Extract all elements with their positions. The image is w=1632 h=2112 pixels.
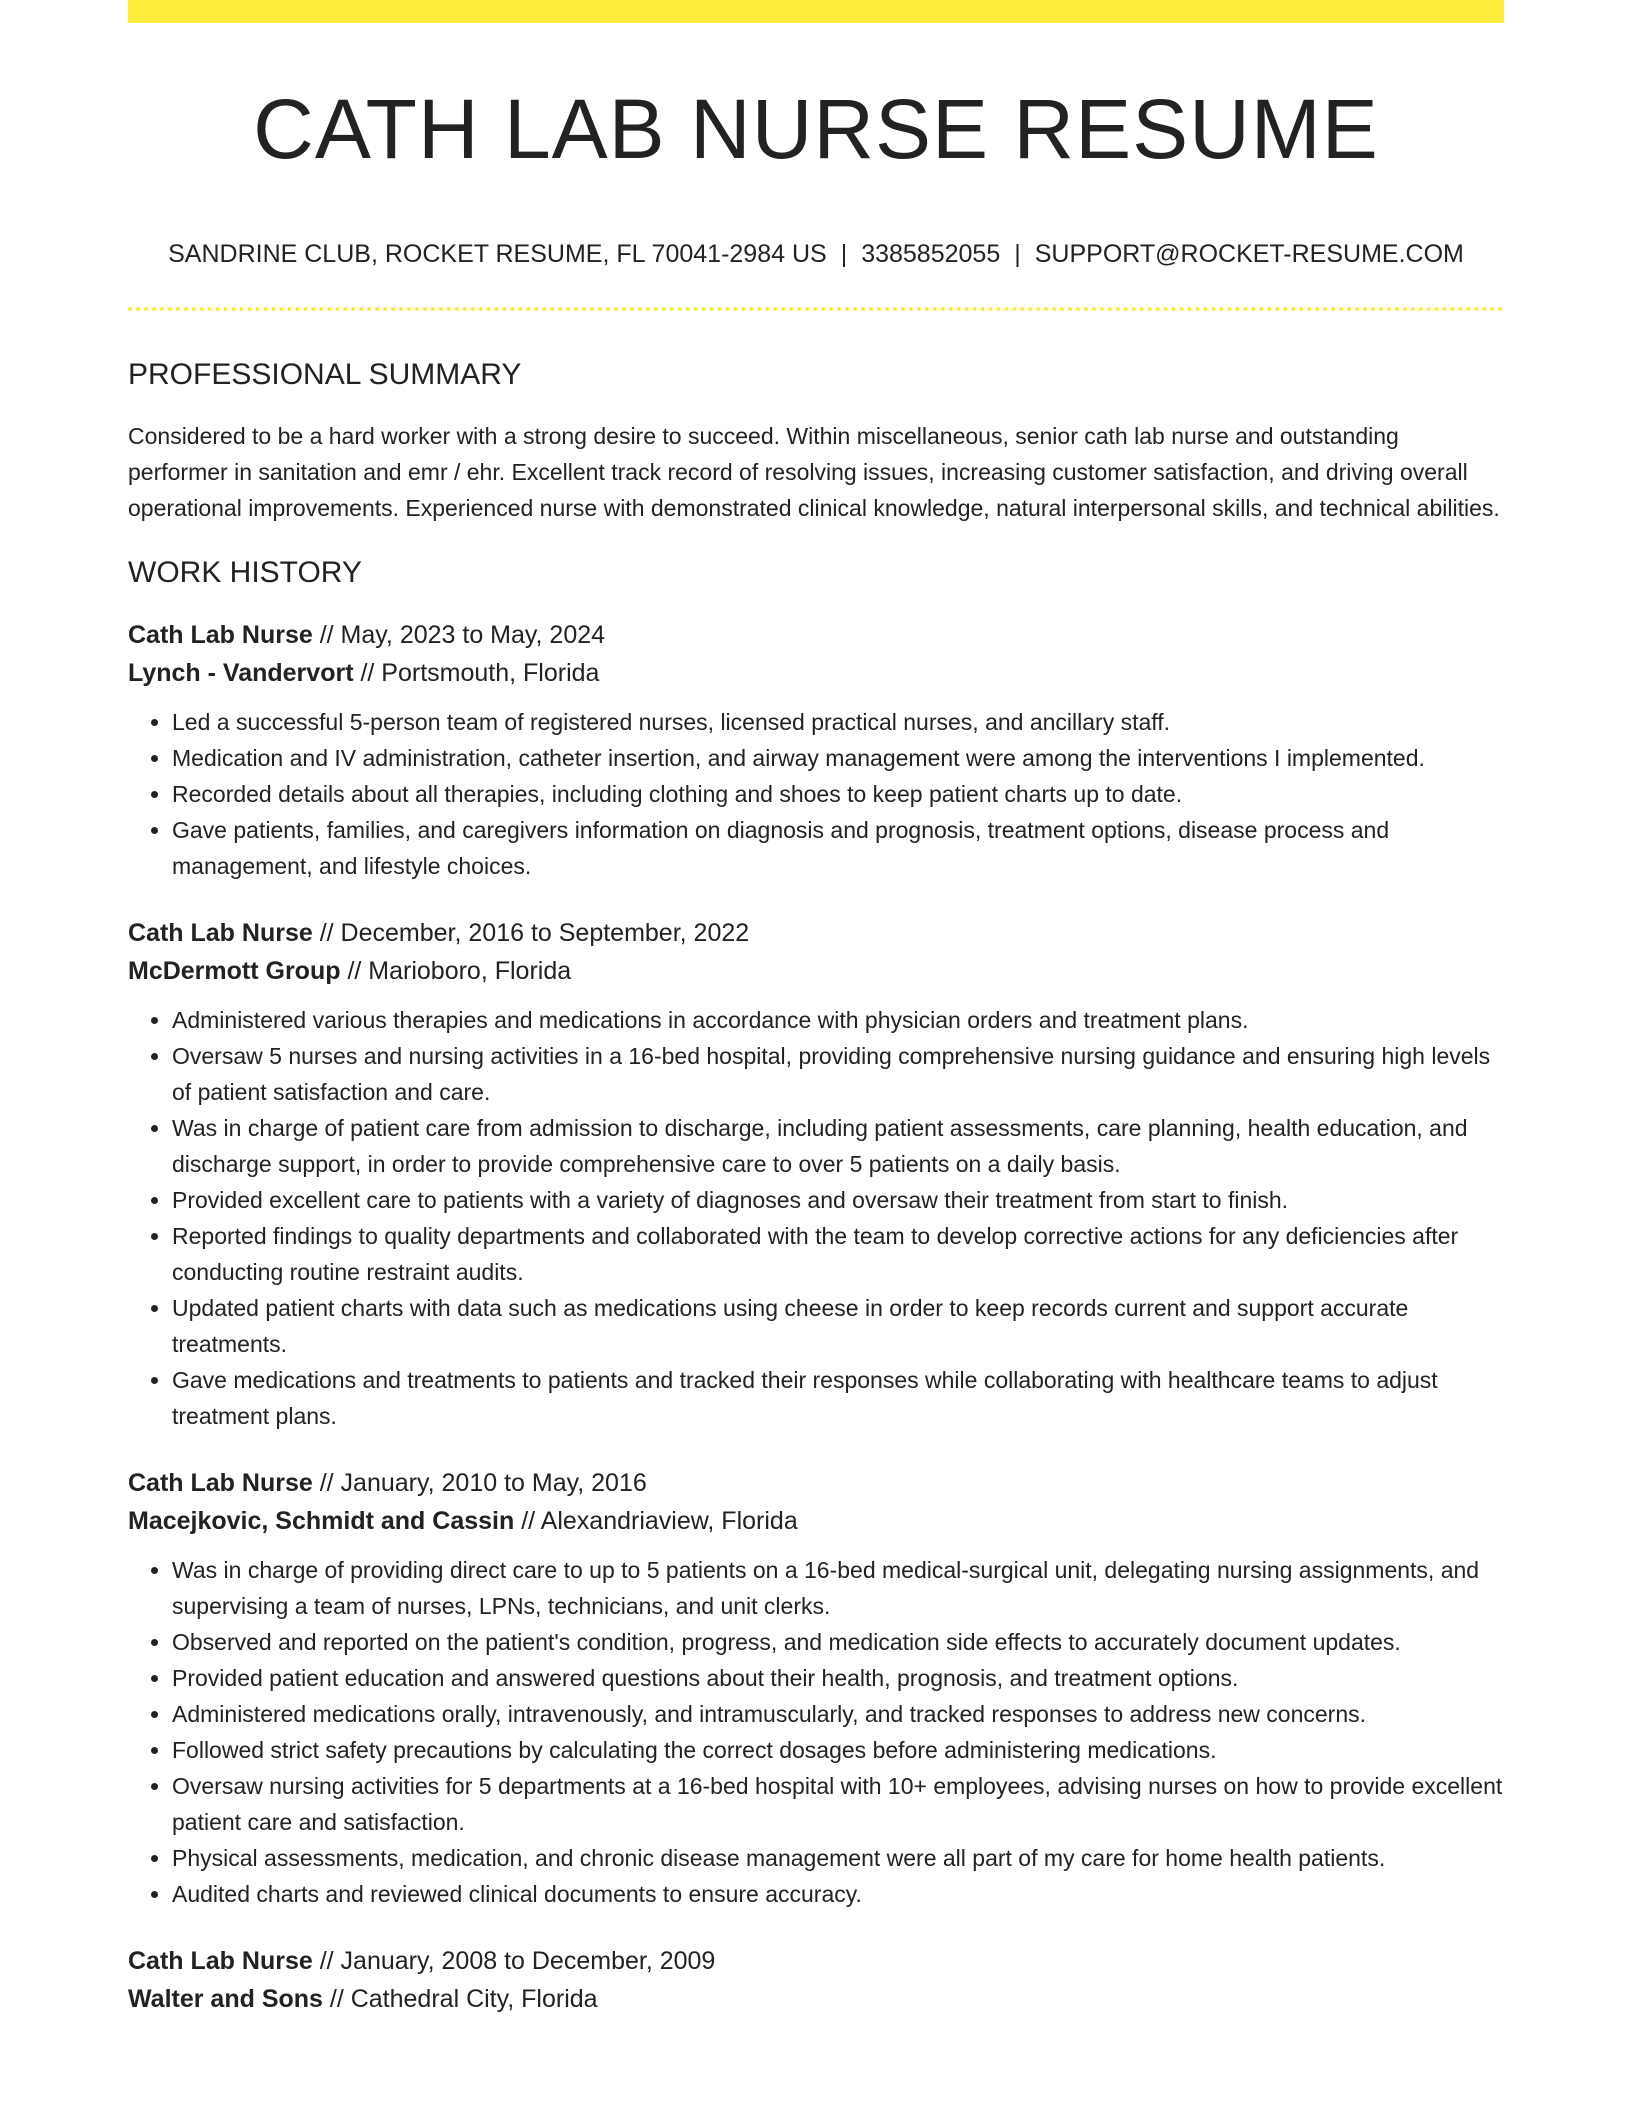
contact-separator: | — [1014, 240, 1021, 268]
contact-phone: 3385852055 — [861, 240, 1001, 268]
job-bullet: • Led a successful 5-person team of registered nurses, licensed practical nurses, and ancillary staff. — [172, 704, 1504, 740]
job-dates: // December, 2016 to September, 2022 — [312, 919, 750, 947]
job-title-line — [128, 914, 1504, 952]
job-company: Lynch - Vandervort — [128, 659, 354, 687]
contact-email: SUPPORT@ROCKET-RESUME.COM — [1034, 240, 1464, 268]
summary-heading: PROFESSIONAL SUMMARY — [128, 358, 522, 391]
resume-title: CATH LAB NURSE RESUME — [253, 82, 1379, 176]
job-bullet: • Administered medications orally, intravenously, and intramuscularly, and tracked responses to address new concerns. — [172, 1696, 1504, 1732]
job-location: // Marioboro, Florida — [340, 957, 572, 985]
job-bullet: • Oversaw nursing activities for 5 departments at a 16-bed hospital with 10+ employees, advising nurses on how to provide excellent patient care and satisfaction. — [172, 1768, 1504, 1840]
job-bullet: • Was in charge of providing direct care to up to 5 patients on a 16-bed medical-surgical unit, delegating nursing assignments, and supervising a team of nurses, LPNs, technicians, and unit clerks. — [172, 1552, 1504, 1624]
job-bullet: • Provided excellent care to patients with a variety of diagnoses and oversaw their treatment from start to finish. — [172, 1182, 1504, 1218]
resume-content — [128, 350, 1504, 2048]
job-bullet: • Audited charts and reviewed clinical documents to ensure accuracy. — [172, 1876, 1504, 1912]
summary-text: Considered to be a hard worker with a strong desire to succeed. Within miscellaneous, senior cath lab nurse and outstanding performer in sanitation and emr / ehr. Excellent track record of resolving issues, increasing customer satisfaction, and driving overall operational improvements. Experienced nurse with demonstrated clinical knowledge, natural interpersonal skills, and technical abilities. — [128, 423, 1500, 521]
job-title: Cath Lab Nurse — [128, 621, 313, 649]
job-title: Cath Lab Nurse — [128, 919, 313, 947]
job-bullet: • Physical assessments, medication, and chronic disease management were all part of my care for home health patients. — [172, 1840, 1504, 1876]
job-location: // Cathedral City, Florida — [322, 1985, 598, 2013]
job-bullet: • Gave patients, families, and caregivers information on diagnosis and prognosis, treatment options, disease process and management, and lifestyle choices. — [172, 812, 1504, 884]
job-bullet: • Was in charge of patient care from admission to discharge, including patient assessments, care planning, health education, and discharge support, in order to provide comprehensive care to over 5 patients on a daily basis. — [172, 1110, 1504, 1182]
job-bullet: • Updated patient charts with data such as medications using cheese in order to keep records current and support accurate treatments. — [172, 1290, 1504, 1362]
job-title-line — [128, 616, 1504, 654]
job-company-line — [128, 1980, 1504, 2018]
work-history-list — [128, 616, 1504, 2018]
job-company-line — [128, 654, 1504, 692]
job-title: Cath Lab Nurse — [128, 1947, 313, 1975]
job-dates: // May, 2023 to May, 2024 — [312, 621, 606, 649]
job-bullet: • Administered various therapies and medications in accordance with physician orders and treatment plans. — [172, 1002, 1504, 1038]
job-bullet: • Observed and reported on the patient's condition, progress, and medication side effects to accurately document updates. — [172, 1624, 1504, 1660]
top-accent-bar — [128, 0, 1504, 23]
job-company: Macejkovic, Schmidt and Cassin — [128, 1507, 515, 1535]
job-location: // Alexandriaview, Florida — [514, 1507, 798, 1535]
job-entry — [128, 1942, 1504, 2018]
job-company: McDermott Group — [128, 957, 341, 985]
job-bullet: • Reported findings to quality departments and collaborated with the team to develop corrective actions for any deficiencies after conducting routine restraint audits. — [172, 1218, 1504, 1290]
job-entry — [128, 914, 1504, 1434]
contact-address: SANDRINE CLUB, ROCKET RESUME, FL 70041-2984 US — [168, 240, 827, 268]
header-divider — [128, 307, 1504, 311]
job-bullet: • Medication and IV administration, catheter insertion, and airway management were among the interventions I implemented. — [172, 740, 1504, 776]
work-history-heading: WORK HISTORY — [128, 556, 362, 589]
resume-page — [128, 0, 1504, 2112]
job-title-line — [128, 1464, 1504, 1502]
job-dates: // January, 2010 to May, 2016 — [312, 1469, 647, 1497]
job-company-line — [128, 952, 1504, 990]
job-company-line — [128, 1502, 1504, 1540]
job-bullet: • Gave medications and treatments to patients and tracked their responses while collaborating with healthcare teams to adjust treatment plans. — [172, 1362, 1504, 1434]
job-bullet: • Provided patient education and answered questions about their health, prognosis, and treatment options. — [172, 1660, 1504, 1696]
job-bullet-list — [128, 704, 1504, 884]
job-bullet-list — [128, 1002, 1504, 1434]
contact-separator: | — [840, 240, 848, 268]
job-dates: // January, 2008 to December, 2009 — [312, 1947, 716, 1975]
job-location: // Portsmouth, Florida — [353, 659, 600, 687]
job-bullet: • Oversaw 5 nurses and nursing activities in a 16-bed hospital, providing comprehensive nursing guidance and ensuring high levels of patient satisfaction and care. — [172, 1038, 1504, 1110]
job-company: Walter and Sons — [128, 1985, 323, 2013]
job-title: Cath Lab Nurse — [128, 1469, 313, 1497]
job-title-line — [128, 1942, 1504, 1980]
job-bullet: • Followed strict safety precautions by calculating the correct dosages before administering medications. — [172, 1732, 1504, 1768]
contact-line — [128, 236, 1504, 272]
job-bullet: • Recorded details about all therapies, including clothing and shoes to keep patient charts up to date. — [172, 776, 1504, 812]
job-entry — [128, 1464, 1504, 1912]
job-bullet-list — [128, 1552, 1504, 1912]
job-entry — [128, 616, 1504, 884]
